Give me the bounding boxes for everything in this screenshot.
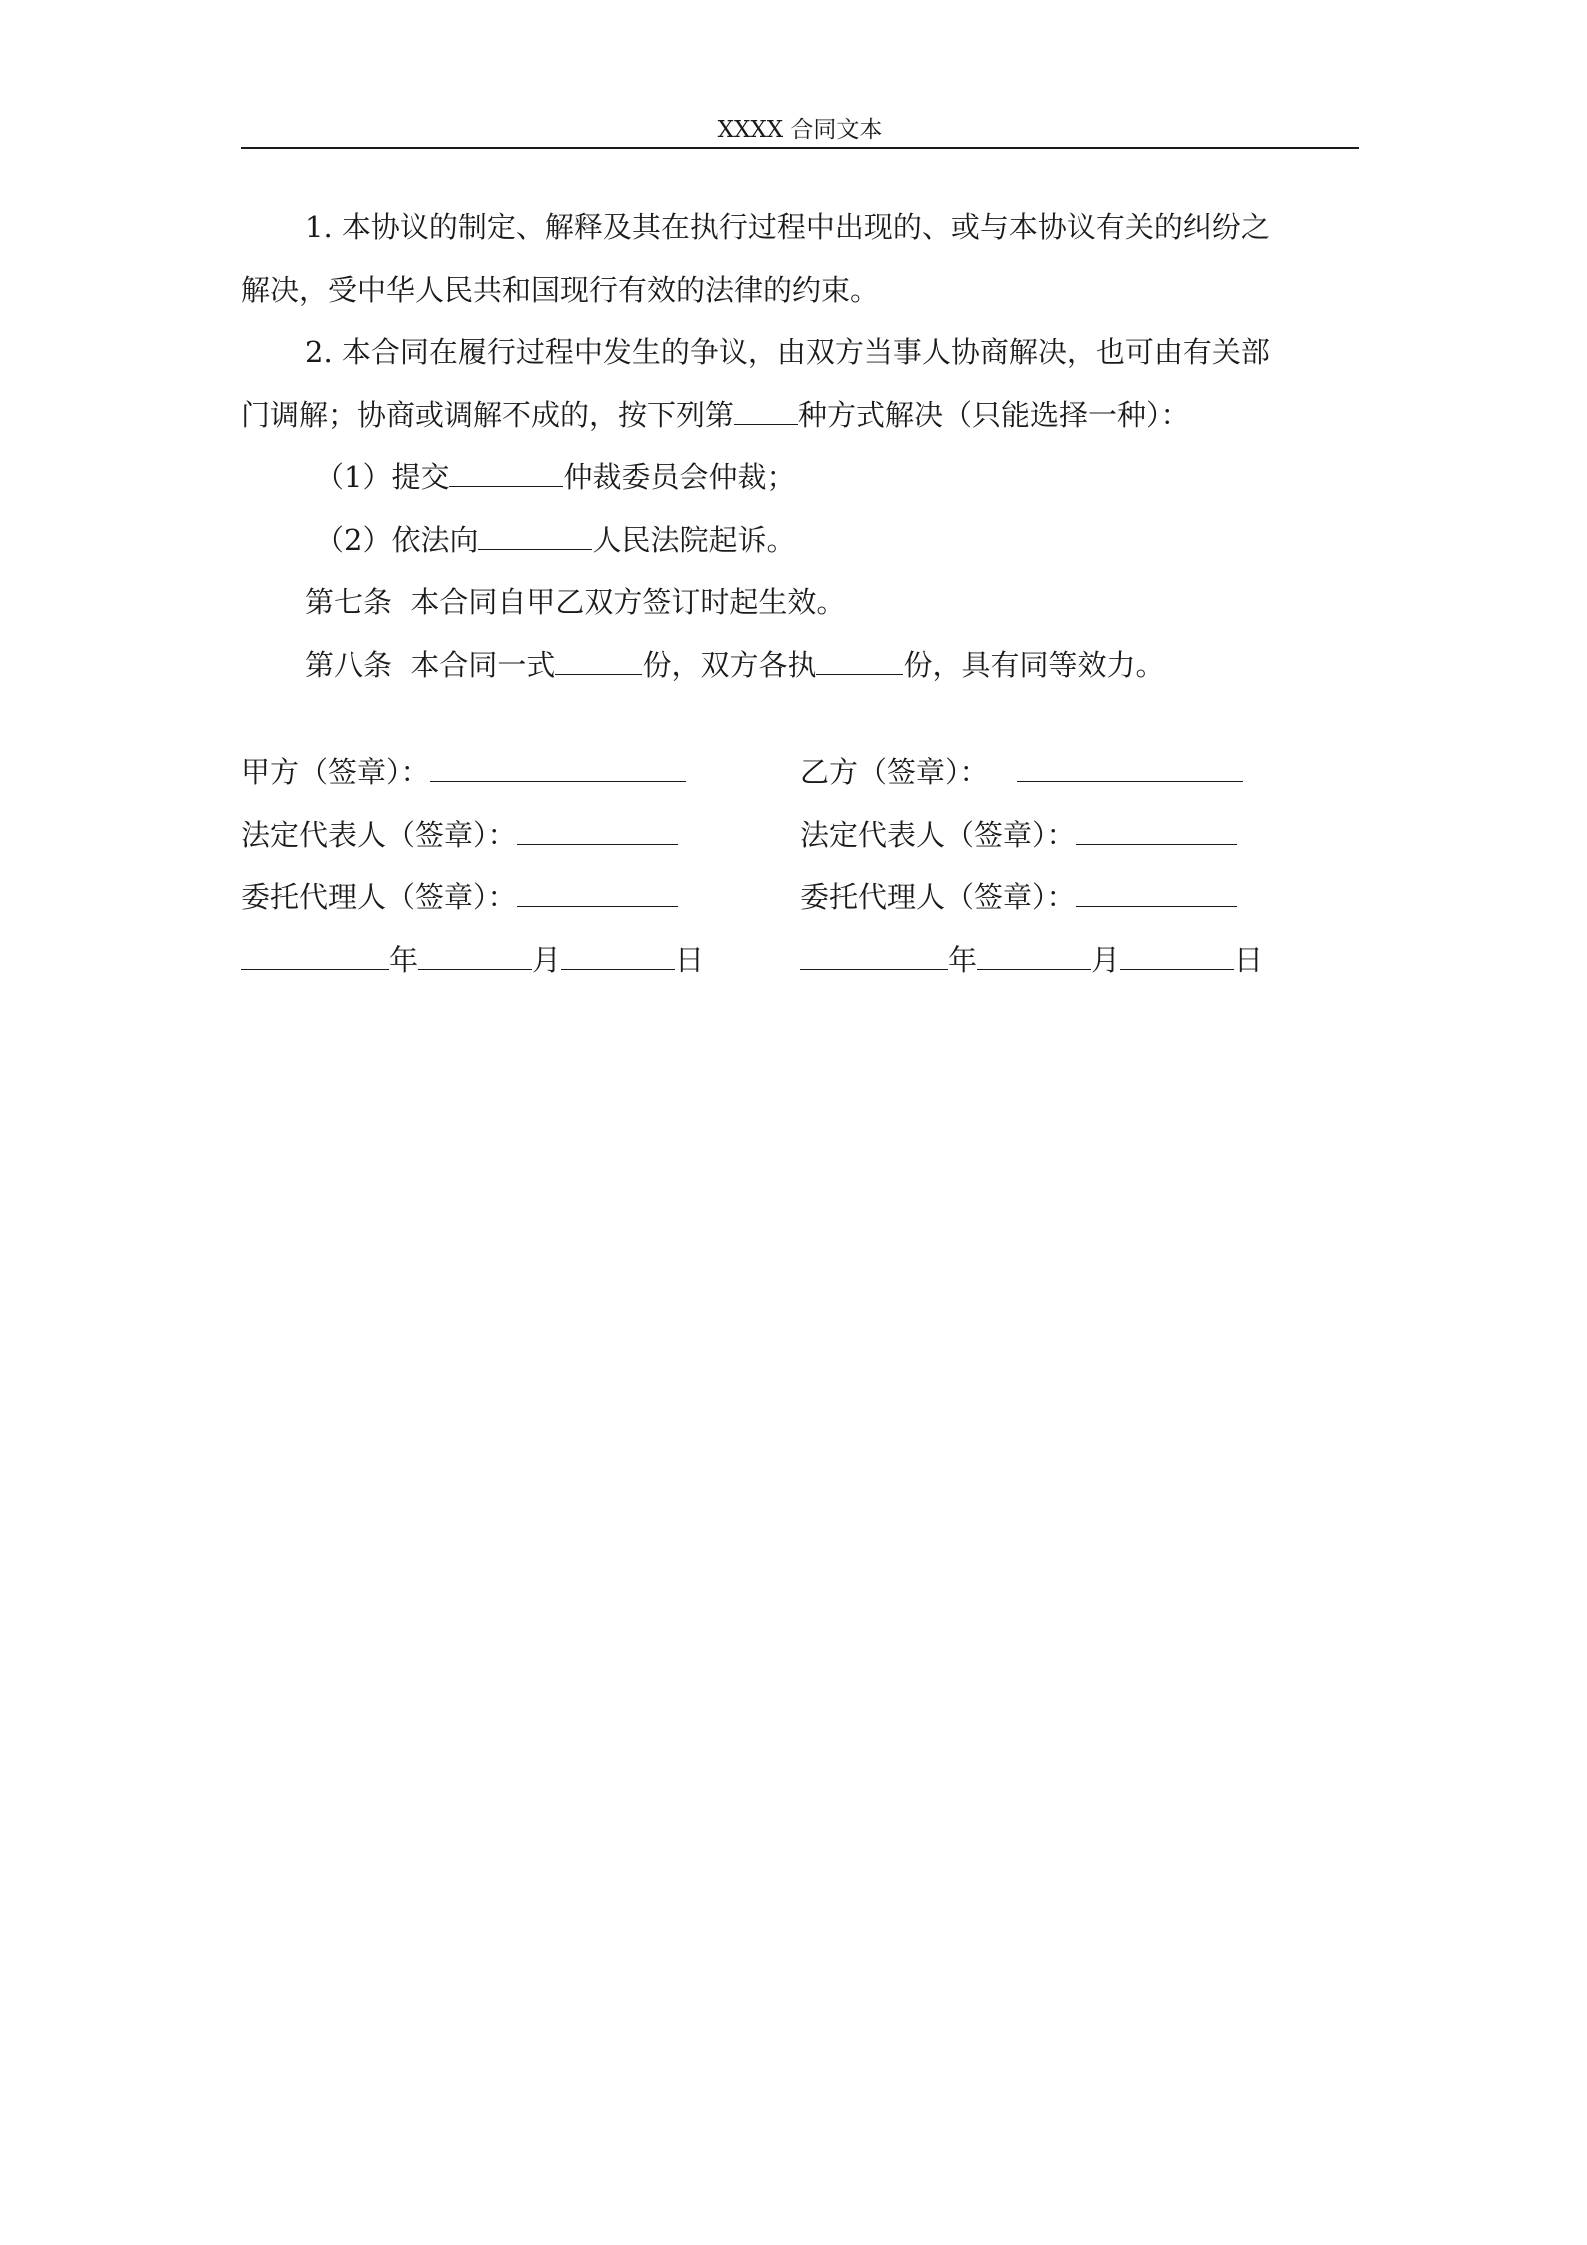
court-blank[interactable] xyxy=(478,523,592,550)
party-b-date-row xyxy=(800,929,1263,992)
party-a-agent-label: 委托代理人（签章）： xyxy=(241,880,517,914)
clause-2-line-1: 2. 本合同在履行过程中发生的争议，由双方当事人协商解决，也可由有关部 xyxy=(305,335,1270,369)
party-a-agent-blank[interactable] xyxy=(517,880,678,907)
option-1 xyxy=(241,446,1359,509)
page-header-title: XXXX 合同文本 xyxy=(717,117,883,143)
party-b-year-blank[interactable] xyxy=(800,943,948,970)
party-a-rep-row xyxy=(241,804,678,867)
option-2-text-a: （2）依法向 xyxy=(315,522,479,557)
contract-body xyxy=(241,196,1359,696)
party-a-date-row xyxy=(241,929,704,992)
party-b-seal-blank[interactable] xyxy=(1017,755,1243,782)
clause-1-line-2: 解决，受中华人民共和国现行有效的法律的约束。 xyxy=(241,272,880,307)
party-b-seal-label: 乙方（签章）： xyxy=(800,755,989,789)
party-b-rep-row xyxy=(800,804,1237,867)
party-a-rep-blank[interactable] xyxy=(517,818,678,845)
copies-total-blank[interactable] xyxy=(555,648,642,675)
party-a-day-blank[interactable] xyxy=(561,943,675,970)
party-b-day-blank[interactable] xyxy=(1120,943,1234,970)
party-b-year-label: 年 xyxy=(948,943,978,977)
article-8 xyxy=(241,634,1359,697)
header-divider xyxy=(241,147,1359,149)
option-1-text-a: （1）提交 xyxy=(315,460,450,494)
party-b-month-label: 月 xyxy=(1091,943,1121,977)
copies-each-blank[interactable] xyxy=(816,648,903,675)
party-b-day-label: 日 xyxy=(1234,943,1264,977)
option-2 xyxy=(241,509,1359,572)
option-1-text-b: 仲裁委员会仲裁； xyxy=(563,460,796,494)
party-a-day-label: 日 xyxy=(675,943,705,977)
party-a-seal-row xyxy=(241,741,686,804)
clause-1-line-1: 1. 本协议的制定、解释及其在执行过程中出现的、或与本协议有关的纠纷之 xyxy=(305,210,1270,244)
article-8-text-a: 第八条 本合同一式 xyxy=(305,647,556,682)
party-a-seal-label: 甲方（签章）： xyxy=(241,755,430,789)
clause-2-line-2 xyxy=(241,384,1359,447)
party-a-month-label: 月 xyxy=(532,943,562,977)
option-2-text-b: 人民法院起诉。 xyxy=(592,522,796,557)
party-a-seal-blank[interactable] xyxy=(430,755,686,782)
party-b-rep-blank[interactable] xyxy=(1076,818,1237,845)
party-a-month-blank[interactable] xyxy=(418,943,532,970)
article-7: 第七条 本合同自甲乙双方签订时起生效。 xyxy=(305,585,846,619)
article-8-text-b: 份，双方各执 xyxy=(642,647,817,682)
party-a-agent-row xyxy=(241,866,678,929)
clause-2-text-a: 门调解；协商或调解不成的，按下列第 xyxy=(241,397,735,432)
party-b-agent-row xyxy=(800,866,1237,929)
party-a-year-label: 年 xyxy=(389,943,419,977)
party-b-month-blank[interactable] xyxy=(977,943,1091,970)
party-b-seal-row xyxy=(800,741,1243,804)
party-b-agent-blank[interactable] xyxy=(1076,880,1237,907)
method-number-blank[interactable] xyxy=(734,398,798,425)
clause-2-text-b: 种方式解决（只能选择一种）： xyxy=(798,397,1190,432)
party-a-year-blank[interactable] xyxy=(241,943,389,970)
party-b-rep-label: 法定代表人（签章）： xyxy=(800,818,1076,852)
party-b-agent-label: 委托代理人（签章）： xyxy=(800,880,1076,914)
arbitration-committee-blank[interactable] xyxy=(449,460,563,487)
article-8-text-c: 份，具有同等效力。 xyxy=(903,647,1165,682)
party-a-rep-label: 法定代表人（签章）： xyxy=(241,818,517,852)
